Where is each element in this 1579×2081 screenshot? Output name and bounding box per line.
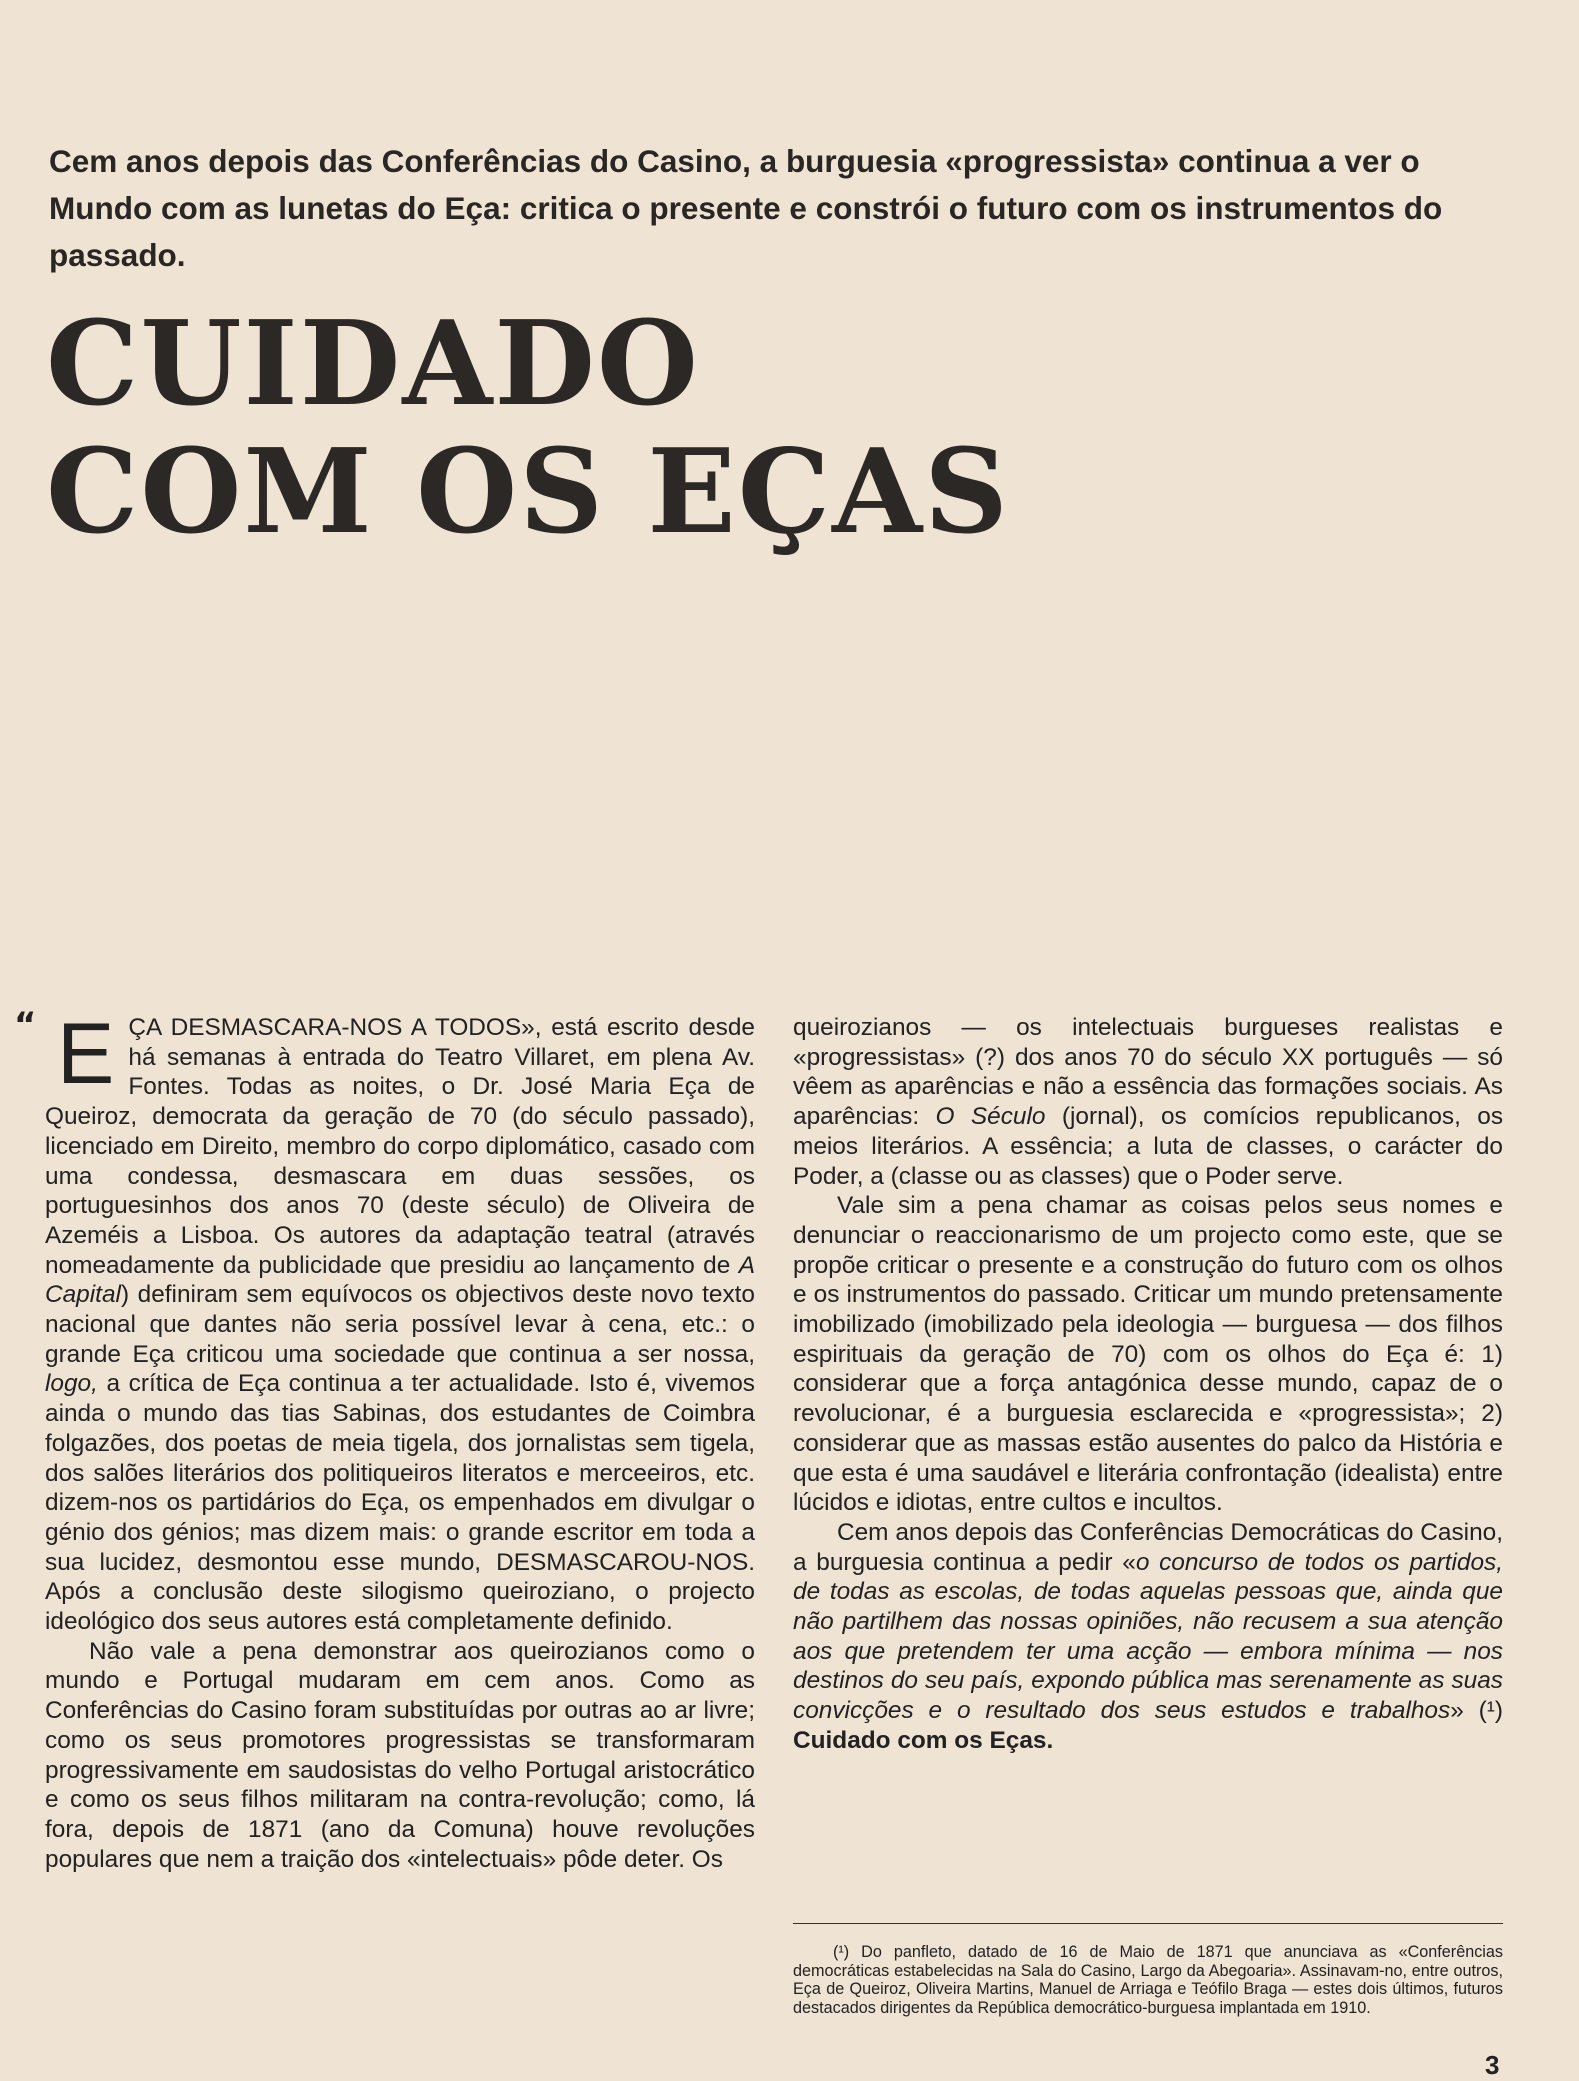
paragraph	[793, 1013, 1503, 1191]
italic-run: logo,	[45, 1370, 98, 1398]
footnote-mark: (¹)	[833, 1943, 850, 1961]
title-line-1: CUIDADO	[46, 296, 700, 432]
bold-run: Cuidado com os Eças.	[793, 1726, 1054, 1754]
paragraph: Vale sim a pena chamar as coisas pelos seus nomes e denunciar o reaccionarismo de um projecto como este, que se propõe criticar o presente e a construção do futuro com os olhos e os instrumentos do passado. Criticar um mundo pretensamente imobilizado (imobilizado pela ideologia — burguesa — dos filhos espirituais da geração de 70) com os olhos do Eça é: 1) considerar que a força antagónica desse mundo, capaz de o revolucionar, é a burguesia esclarecida e «progressista»; 2) considerar que as massas estão ausentes do palco da História e que esta é uma saudável e literária confrontação (idealista) entre lúcidos e idiotas, entre cultos e incultos.	[793, 1192, 1503, 1517]
italic-run: o concurso de todos os partidos, de todas as escolas, de todas aquelas pessoas que, ainda que não partilhem das nossas opiniões, não recusem a sua atenção aos que pretendem ter uma acção — embora mínima — nos destinos do seu país, expondo pública mas serenamente as suas convicções e o resultado dos seus estudos e trabalhos	[793, 1548, 1503, 1725]
article-column-right	[793, 1013, 1503, 1756]
text-run: a crítica de Eça continua a ter actualidade. Isto é, vivemos ainda o mundo das tias Sabinas, dos estudantes de Coimbra folgazões, dos poetas de meia tigela, dos jornalistas sem tigela, dos salões literários dos politiqueiros literatos e merceeiros, etc. dizem-nos os partidários do Eça, os empenhados em divulgar o génio dos génios; mas dizem mais: o grande escritor em toda a sua lucidez, desmontou esse mundo, DESMASCAROU-NOS. Após a conclusão deste silogismo queiroziano, o projecto ideológico dos seus autores está completamente definido.	[45, 1370, 755, 1636]
lead-paragraph: Cem anos depois das Conferências do Casino, a burguesia «progressista» continua a ver o Mundo com as lunetas do Eça: critica o presente e constrói o futuro com os instrumentos do passado.	[49, 143, 1443, 273]
opening-quote-mark: “	[14, 1005, 37, 1045]
footnote-text: Do panfleto, datado de 16 de Maio de 1871 que anunciava as «Conferências democráticas estabelecidas na Sala do Casino, Largo da Abegoaria». Assinavam-no, entre outros, Eça de Queiroz, Oliveira Martins, Manuel de Arriaga e Teófilo Braga — estes dois últimos, futuros destacados dirigentes da República democrático-burguesa implantada em 1910.	[793, 1943, 1503, 2017]
text-run: ) definiram sem equívocos os objectivos deste novo texto nacional que dantes não seria possível levar à cena, etc.: o grande Eça criticou uma sociedade que continua a ser nossa,	[45, 1281, 755, 1368]
paragraph	[45, 1006, 755, 1637]
article-column-left	[45, 1006, 755, 1874]
title-line-2: COM OS EÇAS	[46, 424, 1010, 560]
text-run: Cem anos depois das Conferências Democráticas do Casino, a burguesia continua a pedir «	[793, 1518, 1503, 1576]
text-run: (jornal), os comícios republicanos, os meios literários. A essência; a luta de classes, o carácter do Poder, a (classe ou as classes) que o Poder serve.	[793, 1103, 1504, 1190]
text-run: » (¹)	[1450, 1697, 1503, 1725]
footnote	[793, 1943, 1503, 2017]
paragraph	[793, 1518, 1503, 1756]
text-run: queirozianos — os intelectuais burgueses realistas e «progressistas» (?) dos anos 70 do século XX português — só vêem as aparências e não a essência das formações sociais. As aparências:	[793, 1014, 1503, 1131]
footnote-divider	[793, 1923, 1503, 1924]
article-title	[46, 296, 1010, 560]
paragraph: Não vale a pena demonstrar aos queirozianos como o mundo e Portugal mudaram em cem anos. Como as Conferências do Casino foram substituídas por outras ao ar livre; como os seus promotores progressistas se transformaram progressivamente em saudosistas do velho Portugal aristocrático e como os seus filhos militaram na contra-revolução; como, lá fora, depois de 1871 (ano da Comuna) houve revoluções populares que nem a traição dos «intelectuais» pôde deter. Os	[45, 1637, 755, 1873]
page-number: 3	[1485, 2050, 1500, 2080]
drop-cap: E	[57, 1006, 115, 1102]
text-run: ÇA DESMASCARA-NOS A TODOS», está escrito desde há semanas à entrada do Teatro Villaret, em plena Av. Fontes. Todas as noites, o Dr. José Maria Eça de Queiroz, democrata da geração de 70 (do século passado), licenciado em Direito, membro do corpo diplomático, casado com uma condessa, desmascara em duas sessões, os portuguesinhos dos anos 70 (deste século) de Oliveira de Azeméis a Lisboa. Os autores da adaptação teatral (através nomeadamente da publicidade que presidiu ao lançamento de	[45, 1014, 755, 1279]
italic-run: A Capital	[45, 1251, 755, 1309]
italic-run: O Século	[935, 1103, 1046, 1131]
